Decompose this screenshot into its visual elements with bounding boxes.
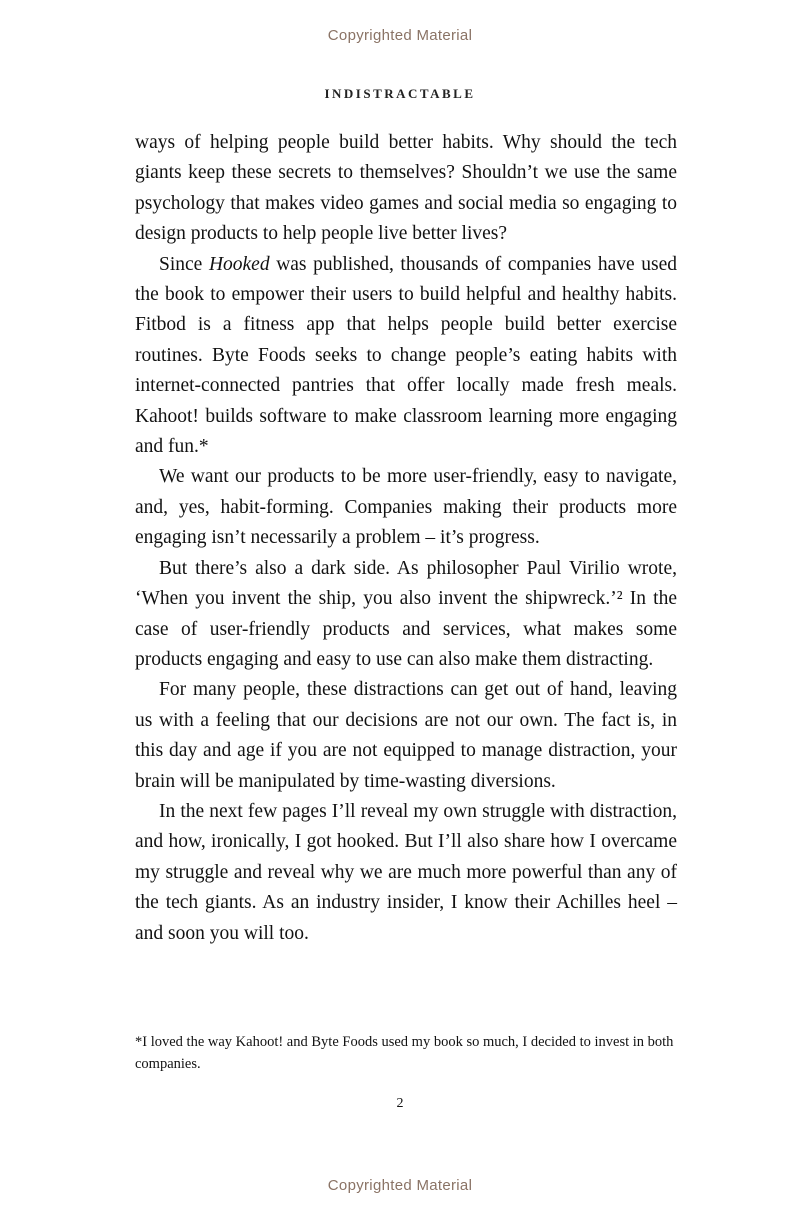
- footnote: *I loved the way Kahoot! and Byte Foods used my book so much, I decided to invest in both companies.: [135, 1034, 674, 1072]
- text-segment: Since: [159, 253, 209, 275]
- body-paragraphs: [135, 128, 677, 949]
- copyright-notice-bottom: Copyrighted Material: [327, 1177, 473, 1194]
- text-segment: For many people, these distractions can get out of hand, leaving us with a feeling that our decisions are not our own. The fact is, in this day and age if you are not equipped to manage distraction, your brain will be manipulated by time-wasting diversions.: [135, 679, 677, 792]
- paragraph: [135, 797, 677, 949]
- book-title-italic: Hooked: [208, 253, 270, 275]
- paragraph: [135, 554, 677, 676]
- text-segment: But there’s also a dark side. As philosopher Paul Virilio wrote, ‘When you invent the ship, you also invent the shipwreck.’² In the case of user-friendly products and services, what makes some products engaging and easy to use can also make them distracting.: [135, 557, 677, 670]
- copyright-notice-top: Copyrighted Material: [327, 27, 473, 44]
- running-header: INDISTRACTABLE: [324, 86, 476, 101]
- text-segment: was published, thousands of companies have used the book to empower their users to build helpful and healthy habits. Fitbod is a fitness app that helps people build better exercise routines. Byte Foods seeks to change people’s eating habits with internet-connected pantries that offer locally made fresh meals. Kahoot! builds software to make classroom learning more engaging and fun.*: [135, 253, 678, 458]
- paragraph: [135, 675, 677, 797]
- paragraph: [135, 462, 677, 553]
- paragraph: [135, 250, 677, 463]
- text-segment: ways of helping people build better habits. Why should the tech giants keep these secrets to themselves? Shouldn’t we use the same psychology that makes video games and social media so engaging to design products to help people live better lives?: [135, 132, 677, 245]
- text-segment: In the next few pages I’ll reveal my own struggle with distraction, and how, ironically, I got hooked. But I’ll also share how I overcame my struggle and reveal why we are much more powerful than any of the tech giants. As an industry insider, I know their Achilles heel – and soon you will too.: [135, 800, 677, 944]
- page-number: 2: [396, 1096, 404, 1111]
- text-segment: We want our products to be more user-friendly, easy to navigate, and, yes, habit-forming. Companies making their products more engaging isn’t necessarily a problem – it’s progress.: [135, 466, 677, 549]
- paragraph: [135, 128, 677, 250]
